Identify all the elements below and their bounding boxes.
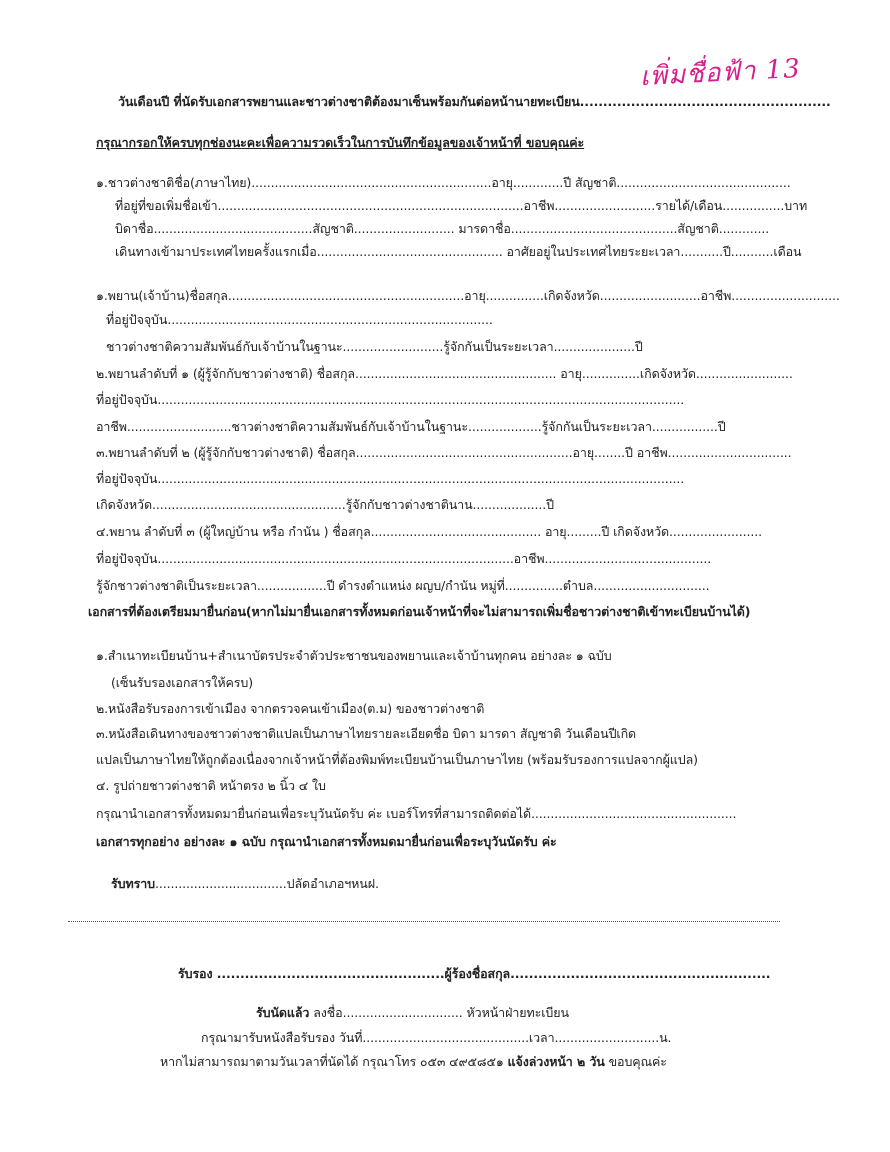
witness1-address: ที่อยู่ปัจจุบัน........................................................................................................................................ bbox=[96, 392, 685, 407]
foreigner-parents-line: บิดาชื่อ.........................................สัญชาติ.......................... มารดาชื่อ...........................................สัญชาติ............. bbox=[115, 221, 770, 236]
witness-houseowner-relation: ชาวต่างชาติความสัมพันธ์กับเจ้าบ้านในฐานะ..........................รู้จักกันเป็นระยะเวลา.....................ปี bbox=[106, 339, 643, 354]
document-item-1: ๑.สำเนาทะเบียนบ้าน+สำเนาบัตรประจำตัวประชาชนของพยานและเจ้าบ้านทุกคน อย่างละ ๑ ฉบับ bbox=[96, 648, 612, 663]
instruction-line: กรุณากรอกให้ครบทุกช่องนะคะเพื่อความรวดเร็วในการบันทึกข้อมูลของเจ้าหน้าที่ ขอบคุณค่ะ bbox=[96, 135, 585, 150]
witness3-line: ๔.พยาน ลำดับที่ ๓ (ผู้ใหญ่บ้าน หรือ กำนัน ) ชื่อสกุล............................................ อายุ.........ปี เกิดจังหวัด........................ bbox=[96, 524, 762, 539]
acknowledge-signature: ..................................ปลัดอำเภอฯหนฝ. bbox=[154, 876, 379, 891]
appointment-label: รับนัดแล้ว bbox=[256, 1005, 310, 1020]
certify-line: รับรอง .................................................ผู้ร้องชื่อสกุล........................................................ bbox=[178, 966, 771, 981]
witness-houseowner-address: ที่อยู่ปัจจุบัน.................................................................................... bbox=[106, 312, 493, 327]
phone-text: หากไม่สามารถมาตามวันเวลาที่นัดได้ กรุณาโทร ๐๕๓ ๔๙๕๘๕๑ bbox=[160, 1054, 508, 1069]
thanks-text: ขอบคุณค่ะ bbox=[604, 1054, 667, 1069]
documents-heading: เอกสารที่ต้องเตรียมมายื่นก่อน(หากไม่มายื่นเอกสารทั้งหมดก่อนเจ้าหน้าที่จะไม่สามารถเพิ่มชื่อชาวต่างชาติเข้าทะเบียนบ้านได้) bbox=[88, 604, 751, 619]
acknowledge-line bbox=[111, 876, 379, 892]
document-item-4: ๔. รูปถ่ายชาวต่างชาติ หน้าตรง ๒ นิ้ว ๔ ใบ bbox=[96, 778, 326, 793]
acknowledge-label: รับทราบ bbox=[111, 876, 155, 891]
appointment-line bbox=[256, 1005, 569, 1021]
witness3-address: ที่อยู่ปัจจุบัน............................................................................................อาชีพ........................................... bbox=[96, 551, 712, 566]
documents-note: เอกสารทุกอย่าง อย่างละ ๑ ฉบับ กรุณานำเอกสารทั้งหมดมายื่นก่อนเพื่อระบุวันนัดรับ ค่ะ bbox=[96, 834, 557, 849]
document-item-3: ๓.หนังสือเดินทางของชาวต่างชาติแปลเป็นภาษาไทยรายละเอียดชื่อ บิดา มารดา สัญชาติ วันเดือนปีเกิด bbox=[96, 726, 637, 741]
dotted-divider bbox=[68, 921, 780, 922]
witness1-occupation: อาชีพ...........................ชาวต่างชาติความสัมพันธ์กับเจ้าบ้านในฐานะ...................รู้จักกันเป็นระยะเวลา.................ปี bbox=[96, 419, 726, 434]
document-item-1-note: (เซ็นรับรองเอกสารให้ครบ) bbox=[111, 675, 253, 690]
pickup-line: กรุณามารับหนังสือรับรอง วันที่...........................................เวลา...........................น. bbox=[201, 1030, 672, 1045]
contact-phone-line: กรุณานำเอกสารทั้งหมดมายื่นก่อนเพื่อระบุวันนัดรับ ค่ะ เบอร์โทรที่สามารถติดต่อได้..................................................... bbox=[96, 806, 737, 821]
appointment-date-line: วันเดือนปี ที่นัดรับเอกสารพยานและชาวต่างชาติต้องมาเซ็นพร้อมกันต่อหน้านายทะเบียน...................................................... bbox=[118, 94, 831, 109]
appointment-signature: ลงชื่อ............................... หัวหน้าฝ่ายทะเบียน bbox=[309, 1005, 569, 1020]
witness2-province: เกิดจังหวัด..................................................รู้จักกับชาวต่างชาตินาน...................ปี bbox=[96, 497, 554, 512]
advance-notice: แจ้งล่วงหน้า ๒ วัน bbox=[507, 1054, 605, 1069]
witness3-position: รู้จักชาวต่างชาติเป็นระยะเวลา..................ปี ดำรงตำแหน่ง ผญบ/กำนัน หมู่ที่...............ตำบล.............................. bbox=[96, 578, 710, 593]
document-item-3-note: แปลเป็นภาษาไทยให้ถูกต้องเนื่องจากเจ้าหน้าที่ต้องพิมพ์ทะเบียนบ้านเป็นภาษาไทย (พร้อมรับรองการแปลจากผู้แปล) bbox=[96, 752, 698, 767]
witness-houseowner-line: ๑.พยาน(เจ้าบ้าน)ชื่อสกุล.............................................................อายุ...............เกิดจังหวัด..........................อาชีพ............................ bbox=[96, 288, 840, 303]
witness1-line: ๒.พยานลำดับที่ ๑ (ผู้รู้จักกับชาวต่างชาติ) ชื่อสกุล.................................................... อายุ...............เกิดจังหวัด......................... bbox=[96, 366, 793, 381]
foreigner-address-line: ที่อยู่ที่ขอเพิ่มชื่อเข้า...............................................................................อาชีพ..........................รายได้/เดือน................บาท bbox=[115, 198, 808, 213]
handwritten-note: เพิ่มชื่อฟ้า 13 bbox=[639, 53, 802, 93]
witness2-address: ที่อยู่ปัจจุบัน........................................................................................................................................ bbox=[96, 471, 685, 486]
foreigner-travel-line: เดินทางเข้ามาประเทศไทยครั้งแรกเมื่อ................................................ อาศัยอยู่ในประเทศไทยระยะเวลา...........ปี...........เดือน bbox=[115, 244, 802, 259]
foreigner-name-line: ๑.ชาวต่างชาติชื่อ(ภาษาไทย)..............................................................อายุ.............ปี สัญชาติ............................................. bbox=[96, 175, 791, 190]
witness2-line: ๓.พยานลำดับที่ ๒ (ผู้รู้จักกับชาวต่างชาติ) ชื่อสกุล........................................................อายุ........ปี อาชีพ................................ bbox=[96, 445, 792, 460]
phone-line bbox=[160, 1054, 667, 1070]
document-item-2: ๒.หนังสือรับรองการเข้าเมือง จากตรวจคนเข้าเมือง(ต.ม) ของชาวต่างชาติ bbox=[96, 701, 485, 716]
